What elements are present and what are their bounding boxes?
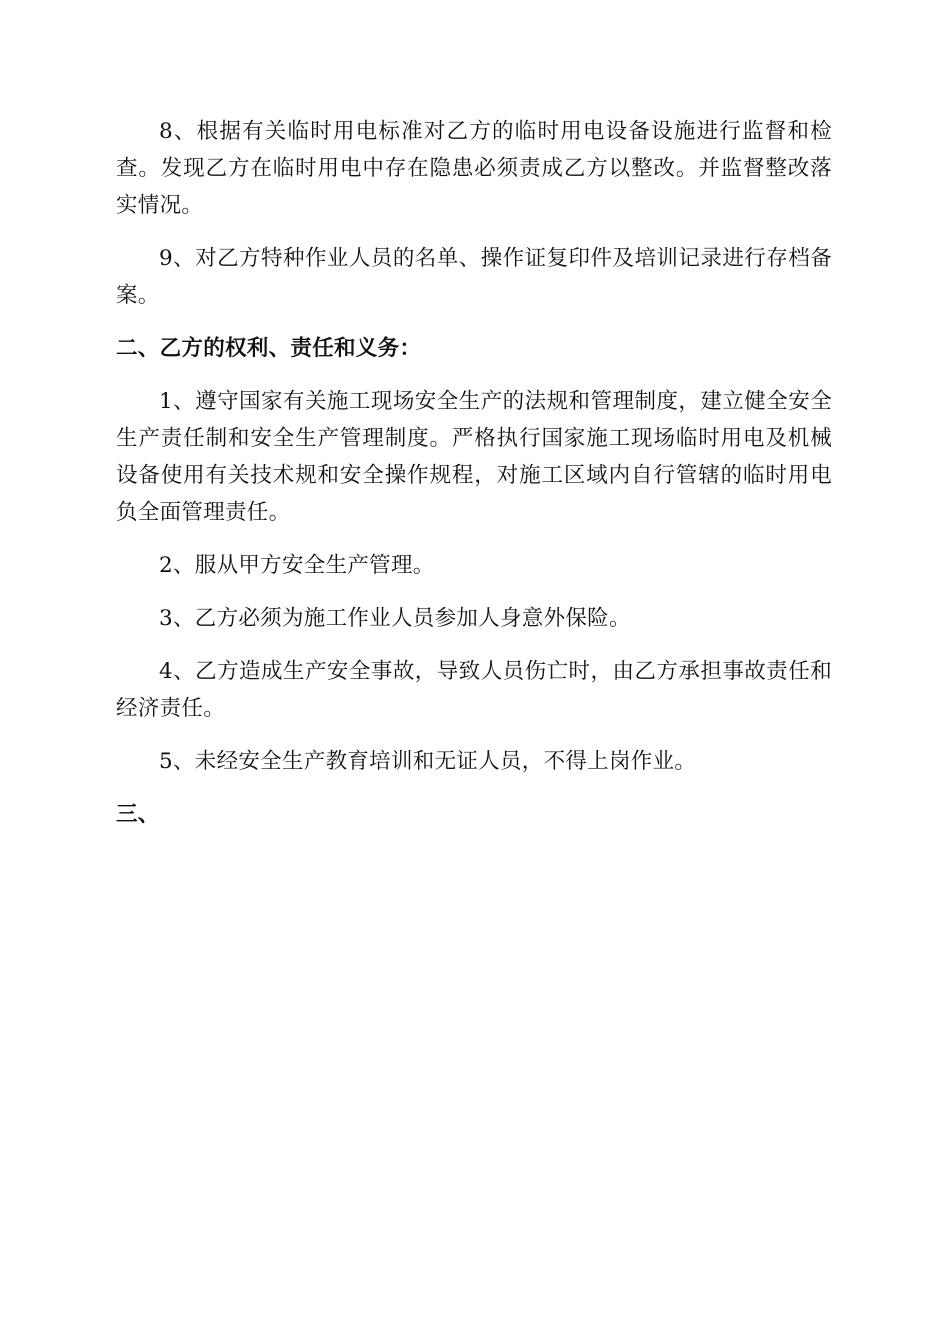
paragraph-item-3: 3、乙方必须为施工作业人员参加人身意外保险。 bbox=[159, 606, 631, 631]
section-heading-three: 三、 bbox=[116, 802, 160, 827]
section-heading-two: 二、乙方的权利、责任和义务： bbox=[116, 336, 422, 361]
paragraph-item-8: 8、根据有关临时用电标准对乙方的临时用电设备设施进行监督和检查。发现乙方在临时用电中存在隐患必须责成乙方以整改。并监督整改落实情况。 bbox=[116, 119, 832, 218]
paragraph-item-9: 9、对乙方特种作业人员的名单、操作证复印件及培训记录进行存档备案。 bbox=[116, 246, 832, 308]
document-body bbox=[116, 113, 832, 849]
paragraph-item-2: 2、服从甲方安全生产管理。 bbox=[159, 553, 435, 578]
paragraph-item-5: 5、未经安全生产教育培训和无证人员，不得上岗作业。 bbox=[159, 749, 697, 774]
paragraph-item-1: 1、遵守国家有关施工现场安全生产的法规和管理制度，建立健全安全生产责任制和安全生产管理制度。严格执行国家施工现场临时用电及机械设备使用有关技术规和安全操作规程，对施工区域内自行管辖的临时用电负全面管理责任。 bbox=[116, 389, 832, 525]
paragraph-item-4: 4、乙方造成生产安全事故，导致人员伤亡时，由乙方承担事故责任和经济责任。 bbox=[116, 659, 832, 721]
